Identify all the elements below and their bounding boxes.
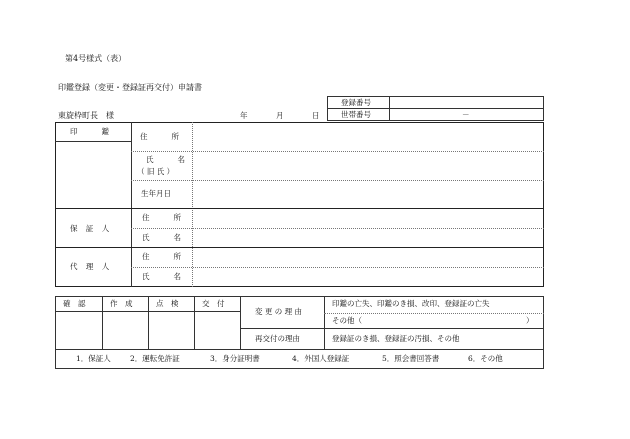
agent-address-field[interactable] — [194, 249, 542, 266]
create-stamp-cell[interactable] — [103, 312, 147, 348]
date-year-label: 年 — [240, 111, 248, 120]
change-reason-label: 変 更 の 理 由 — [255, 307, 303, 316]
address-field[interactable] — [194, 124, 542, 150]
date-day-label: 日 — [312, 111, 320, 120]
col-create: 作 成 — [110, 299, 133, 308]
document-item[interactable]: 2．運転免許証 — [130, 354, 180, 363]
reissue-reason-options[interactable]: 登録証のき損、登録証の汚損、その他 — [332, 334, 460, 343]
document-item[interactable]: 3．身分証明書 — [210, 354, 260, 363]
other-reason-prefix: その他（ — [332, 316, 362, 325]
agent-name-label: 氏 名 — [142, 272, 184, 281]
other-reason-suffix: ） — [526, 316, 534, 325]
reissue-reason-label: 再交付の理由 — [255, 334, 300, 343]
agent-name-field[interactable] — [194, 268, 542, 286]
date-month-label: 月 — [276, 111, 284, 120]
address-label: 住 所 — [140, 132, 182, 141]
form-title: 印鑑登録（変更・登録証再交付）申請書 — [58, 83, 202, 92]
issue-stamp-cell[interactable] — [195, 312, 239, 348]
check-stamp-cell[interactable] — [149, 312, 193, 348]
agent-address-label: 住 所 — [142, 252, 184, 261]
guarantor-name-field[interactable] — [194, 229, 542, 246]
name-label: 氏 名 — [146, 155, 188, 164]
other-reason-field[interactable] — [372, 315, 522, 327]
name-field[interactable] — [194, 153, 542, 179]
former-name-label: （ 旧 氏 ） — [137, 167, 175, 176]
col-issue: 交 付 — [202, 299, 225, 308]
document-item[interactable]: 5．照会書回答書 — [382, 354, 440, 363]
col-confirm: 確 認 — [63, 299, 86, 308]
guarantor-address-field[interactable] — [194, 210, 542, 227]
registration-number-label: 登録番号 — [341, 98, 371, 107]
birthdate-label: 生年月日 — [141, 189, 171, 198]
document-item[interactable]: 1．保証人 — [76, 354, 111, 363]
form-number: 第4号様式（表） — [65, 54, 127, 63]
col-check: 点 検 — [156, 299, 179, 308]
household-number-label: 世帯番号 — [341, 110, 371, 119]
confirm-stamp-cell[interactable] — [56, 312, 101, 348]
document-item[interactable]: 6．その他 — [468, 354, 503, 363]
seal-area[interactable] — [56, 142, 130, 208]
guarantor-address-label: 住 所 — [142, 213, 184, 222]
document-item[interactable]: 4．外国人登録証 — [292, 354, 350, 363]
guarantor-label: 保 証 人 — [70, 224, 113, 233]
guarantor-name-label: 氏 名 — [142, 233, 184, 242]
household-number-value[interactable]: － — [462, 110, 470, 119]
seal-label: 印 鑑 — [70, 127, 112, 136]
agent-label: 代 理 人 — [70, 262, 113, 271]
birthdate-field[interactable] — [194, 182, 542, 207]
change-reason-options[interactable]: 印鑑の亡失、印鑑のき損、改印、登録証の亡失 — [332, 299, 490, 308]
addressee: 東旋枠町長 様 — [58, 111, 114, 120]
